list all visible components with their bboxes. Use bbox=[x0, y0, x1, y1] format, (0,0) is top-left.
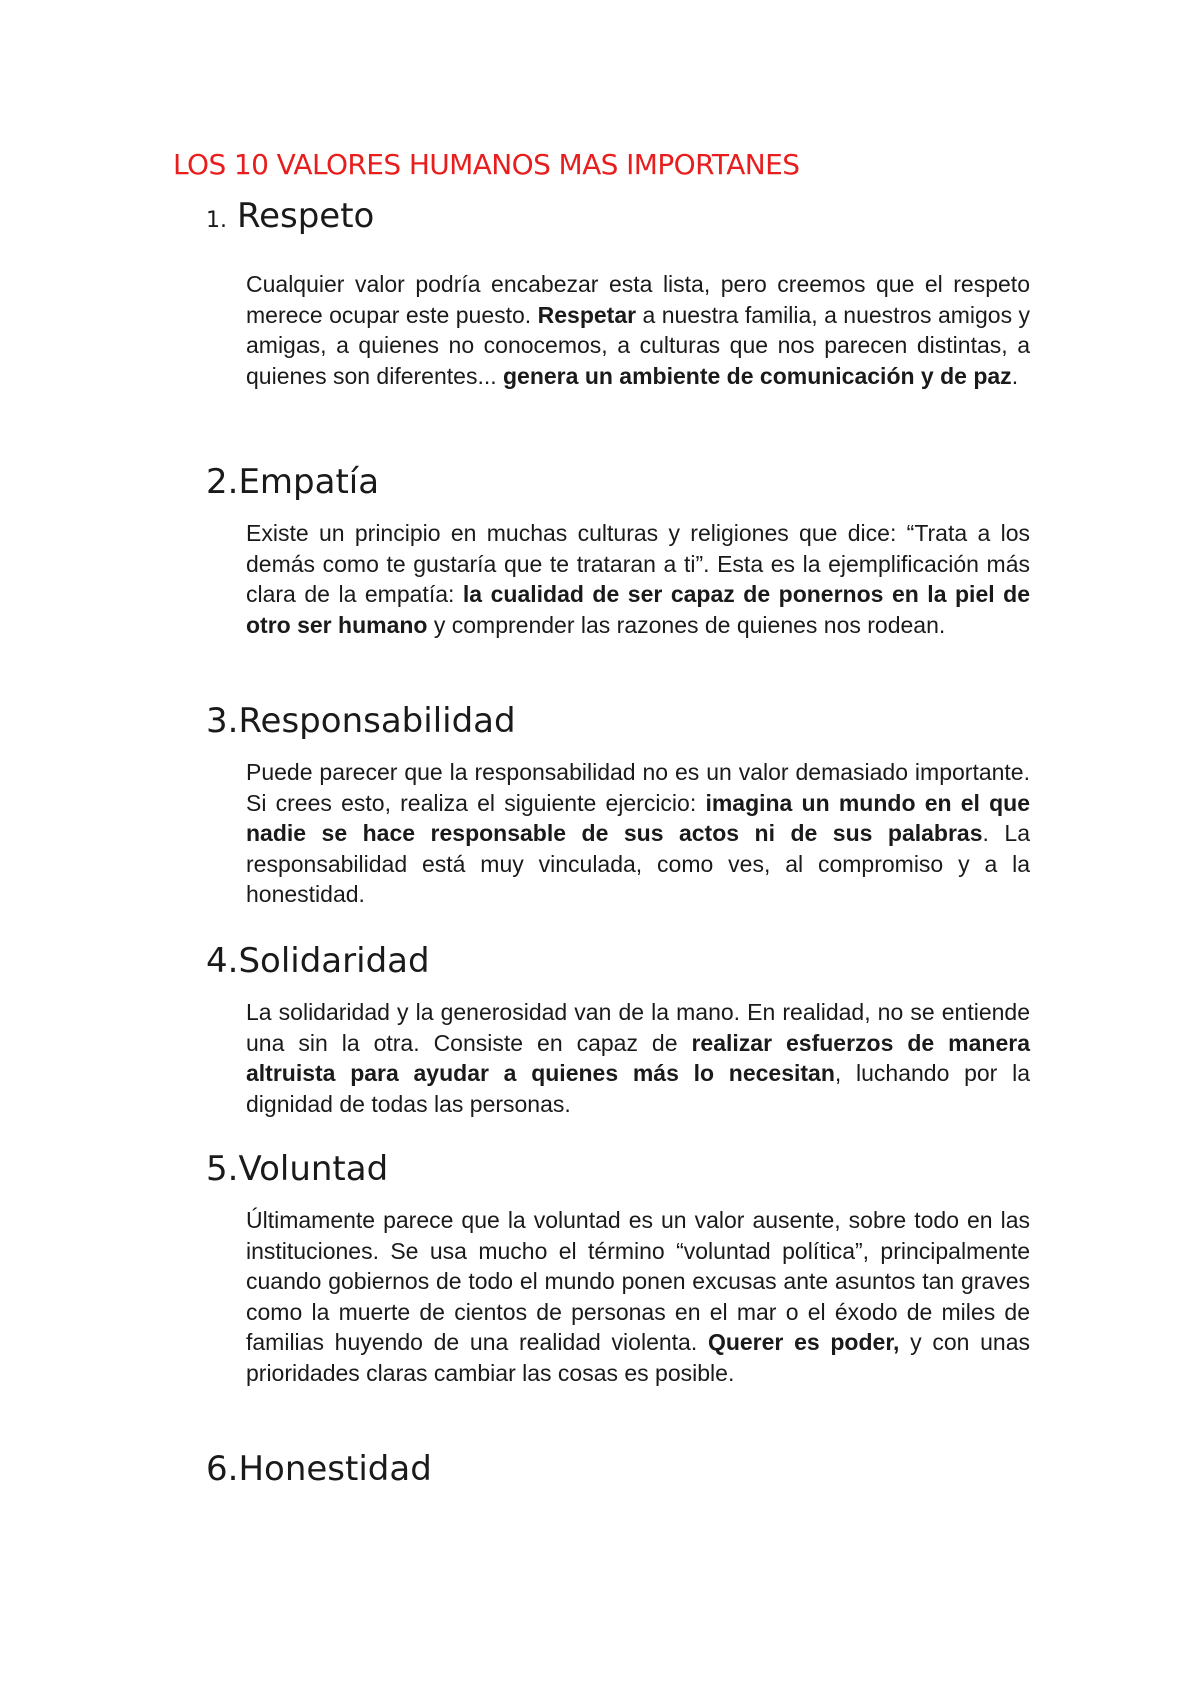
text-run: , luchando por la dignidad de todas las personas. bbox=[246, 1060, 1030, 1117]
bold-text-run: Respetar bbox=[537, 301, 637, 328]
bold-text-run: Querer es poder, bbox=[707, 1329, 900, 1355]
section-heading bbox=[206, 941, 1030, 981]
section-voluntad bbox=[206, 1149, 1030, 1388]
section-heading bbox=[206, 1149, 1030, 1189]
section-heading bbox=[206, 462, 1030, 502]
text-run: Cualquier valor podría encabezar esta lista, pero creemos que el respeto merece ocupar este puesto. bbox=[246, 271, 1030, 328]
text-run: y comprender las razones de quienes nos rodean. bbox=[427, 611, 946, 638]
section-paragraph bbox=[206, 757, 1030, 910]
section-name: Voluntad bbox=[238, 1149, 389, 1189]
section-number: 2. bbox=[206, 462, 239, 502]
section-name: Solidaridad bbox=[238, 941, 430, 981]
section-heading bbox=[206, 1449, 1030, 1489]
text-run: a nuestra familia, a nuestros amigos y amigas, a quienes no conocemos, a culturas que nos parecen distintas, a quienes son diferentes... bbox=[246, 301, 1031, 389]
section-solidaridad bbox=[206, 941, 1030, 1119]
section-number: 4. bbox=[206, 941, 239, 981]
section-responsabilidad bbox=[206, 701, 1030, 910]
section-paragraph bbox=[206, 269, 1030, 391]
section-respeto bbox=[206, 196, 1030, 391]
section-paragraph bbox=[206, 1205, 1030, 1388]
section-number: 6. bbox=[206, 1449, 239, 1489]
text-run: Últimamente parece que la voluntad es un valor ausente, sobre todo en las instituciones. Se usa mucho el término “voluntad política”, principalmente cuando gobiernos de todo el mundo ponen excusas ante asuntos tan graves como la muerte de cientos de personas en el mar o el éxodo de miles de familias huyendo de una realidad violenta. bbox=[246, 1207, 1030, 1355]
section-name: Respeto bbox=[237, 196, 375, 236]
section-heading bbox=[206, 701, 1030, 741]
section-heading bbox=[206, 196, 1030, 241]
section-paragraph bbox=[206, 997, 1030, 1119]
section-empatia bbox=[206, 462, 1030, 640]
text-run: Existe un principio en muchas culturas y religiones que dice: “Trata a los demás como te gustaría que te trataran a ti”. Esta es la ejemplificación más clara de la empatía: bbox=[246, 520, 1030, 607]
text-run: y con unas prioridades claras cambiar las cosas es posible. bbox=[246, 1329, 1030, 1386]
section-name: Empatía bbox=[238, 462, 380, 502]
section-honestidad bbox=[206, 1449, 1030, 1489]
section-number: 3. bbox=[206, 701, 239, 741]
section-name: Honestidad bbox=[238, 1449, 432, 1489]
text-run: Puede parecer que la responsabilidad no es un valor demasiado importante. Si crees esto, realiza el siguiente ejercicio: bbox=[246, 759, 1030, 816]
section-paragraph bbox=[206, 518, 1030, 640]
section-number: 5. bbox=[206, 1149, 239, 1189]
text-run: La solidaridad y la generosidad van de la mano. En realidad, no se entiende una sin la otra. Consiste en capaz de bbox=[246, 999, 1030, 1056]
text-run: . La responsabilidad está muy vinculada, como ves, al compromiso y a la honestidad. bbox=[246, 820, 1030, 907]
bold-text-run: realizar esfuerzos de manera altruista para ayudar a quienes más lo necesitan bbox=[246, 1029, 1030, 1086]
document-title: LOS 10 VALORES HUMANOS MAS IMPORTANES bbox=[173, 148, 800, 181]
text-run: . bbox=[1011, 362, 1019, 389]
section-name: Responsabilidad bbox=[238, 701, 516, 741]
bold-text-run: la cualidad de ser capaz de ponernos en la piel de otro ser humano bbox=[246, 581, 1030, 638]
bold-text-run: genera un ambiente de comunicación y de paz bbox=[503, 362, 1012, 389]
section-number: 1. bbox=[206, 208, 227, 233]
bold-text-run: imagina un mundo en el que nadie se hace responsable de sus actos ni de sus palabras bbox=[246, 789, 1031, 846]
